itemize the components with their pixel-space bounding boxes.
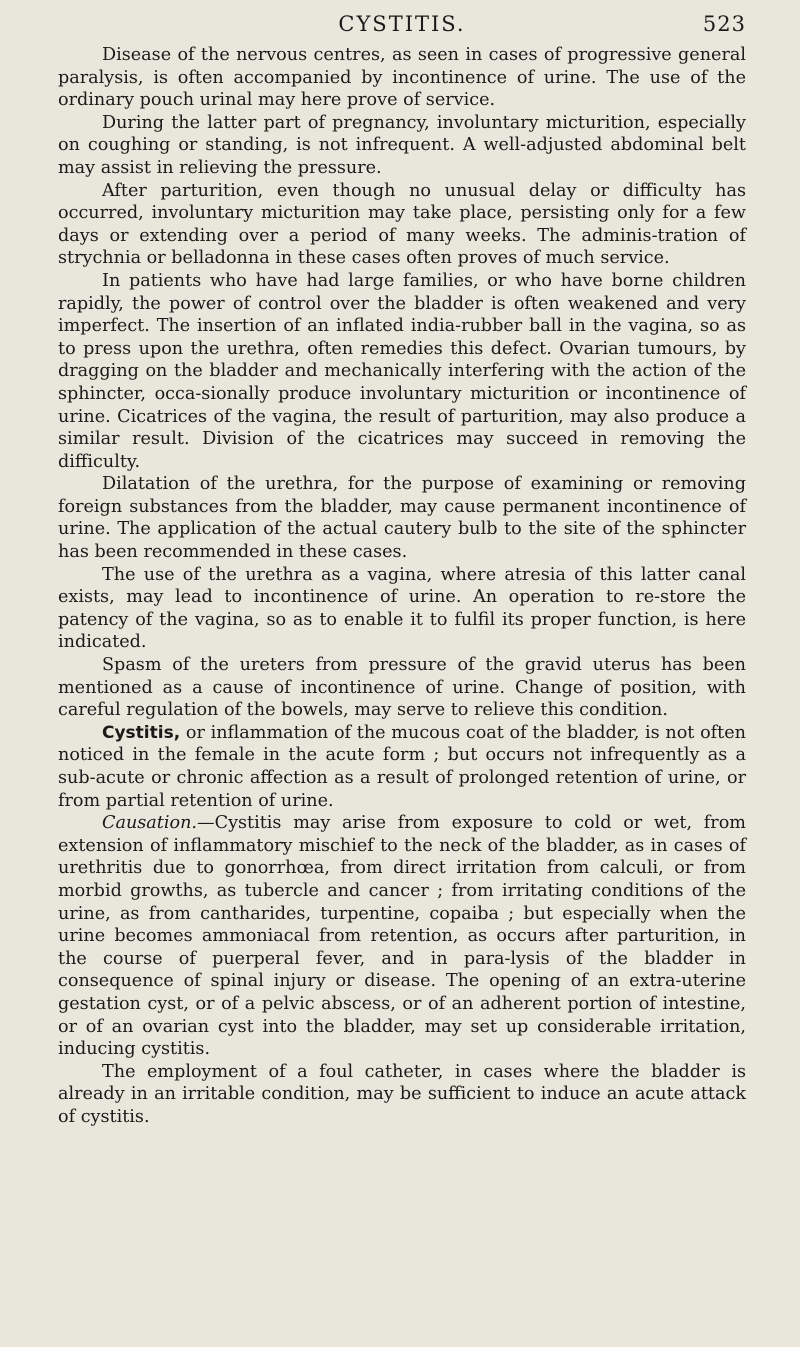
page-number: 523 bbox=[702, 12, 746, 36]
paragraph-text: Disease of the nervous centres, as seen in cases of progressive general paralysis, is often accompanied by incontinence of urine. The use of the ordinary pouch urinal may here prove of service. bbox=[58, 45, 746, 111]
section-paragraph-cystitis bbox=[58, 722, 746, 812]
paragraph-text: During the latter part of pregnancy, involuntary micturition, especially on coughing or standing, is not infrequent. A well-adjusted abdominal belt may assist in relieving the pressure. bbox=[58, 112, 746, 178]
paragraph-text: In patients who have had large families, or who have borne children rapidly, the power of control over the bladder is often weakened and very imperfect. The insertion of an inflated india-rubber ball in the vagina, so as to press upon the urethra, often remedies this defect. Ovarian tumours, by dragging on the bladder and mechanically interfering with the action of the sphincter, occa-sionally produce involuntary micturition or incontinence of urine. Cicatrices of the vagina, the result of parturition, may also produce a similar result. Division of the cicatrices may succeed in removing the difficulty. bbox=[58, 270, 746, 472]
paragraph bbox=[58, 473, 746, 563]
paragraph-text: —Cystitis may arise from exposure to cold or wet, from extension of inflammatory mischief to the neck of the bladder, as in cases of urethritis due to gonorrhœa, from direct irritation from calculi, or from morbid growths, as tubercle and cancer ; from irritating conditions of the urine, as from cantharides, turpentine, copaiba ; but especially when the urine becomes ammoniacal from retention, as occurs after parturition, in the course of puerperal fever, and in para-lysis of the bladder in consequence of spinal injury or disease. The opening of an extra-uterine gestation cyst, or of a pelvic abscess, or of an adherent portion of intestine, or of an ovarian cyst into the bladder, may set up considerable irritation, inducing cystitis. bbox=[58, 813, 746, 1060]
body-text bbox=[58, 44, 746, 1129]
subsection-heading: Causation. bbox=[102, 813, 198, 834]
chapter-title: CYSTITIS. bbox=[338, 12, 466, 36]
paragraph bbox=[58, 44, 746, 112]
paragraph-text: or inflammation of the mucous coat of the bladder, is not often noticed in the female in the acute form ; but occurs not infrequently as a sub-acute or chronic affection as a result of prolonged retention of urine, or from partial retention of urine. bbox=[58, 722, 746, 811]
section-heading: Cystitis, bbox=[102, 722, 181, 743]
paragraph bbox=[58, 270, 746, 473]
paragraph-text: Dilatation of the urethra, for the purpose of examining or removing foreign substances from the bladder, may cause permanent incontinence of urine. The application of the actual cautery bulb to the site of the sphincter has been recommended in these cases. bbox=[58, 474, 746, 563]
paragraph-text: The employment of a foul catheter, in cases where the bladder is already in an irritable condition, may be sufficient to induce an acute attack of cystitis. bbox=[58, 1061, 746, 1127]
paragraph bbox=[58, 1061, 746, 1129]
paragraph-text: The use of the urethra as a vagina, where atresia of this latter canal exists, may lead to incontinence of urine. An operation to re-store the patency of the vagina, so as to enable it to fulfil its proper function, is here indicated. bbox=[58, 564, 746, 653]
running-head bbox=[58, 12, 746, 38]
paragraph bbox=[58, 112, 746, 180]
paragraph bbox=[58, 654, 746, 722]
paragraph bbox=[58, 180, 746, 270]
paragraph bbox=[58, 564, 746, 654]
paragraph-text: Spasm of the ureters from pressure of the gravid uterus has been mentioned as a cause of incontinence of urine. Change of position, with careful regulation of the bowels, may serve to relieve this condition. bbox=[58, 655, 746, 721]
subsection-paragraph-causation bbox=[58, 812, 746, 1061]
paragraph-text: After parturition, even though no unusual delay or difficulty has occurred, involuntary micturition may take place, persisting only for a few days or extending over a period of many weeks. The adminis-tration of strychnia or belladonna in these cases often proves of much service. bbox=[58, 180, 746, 269]
